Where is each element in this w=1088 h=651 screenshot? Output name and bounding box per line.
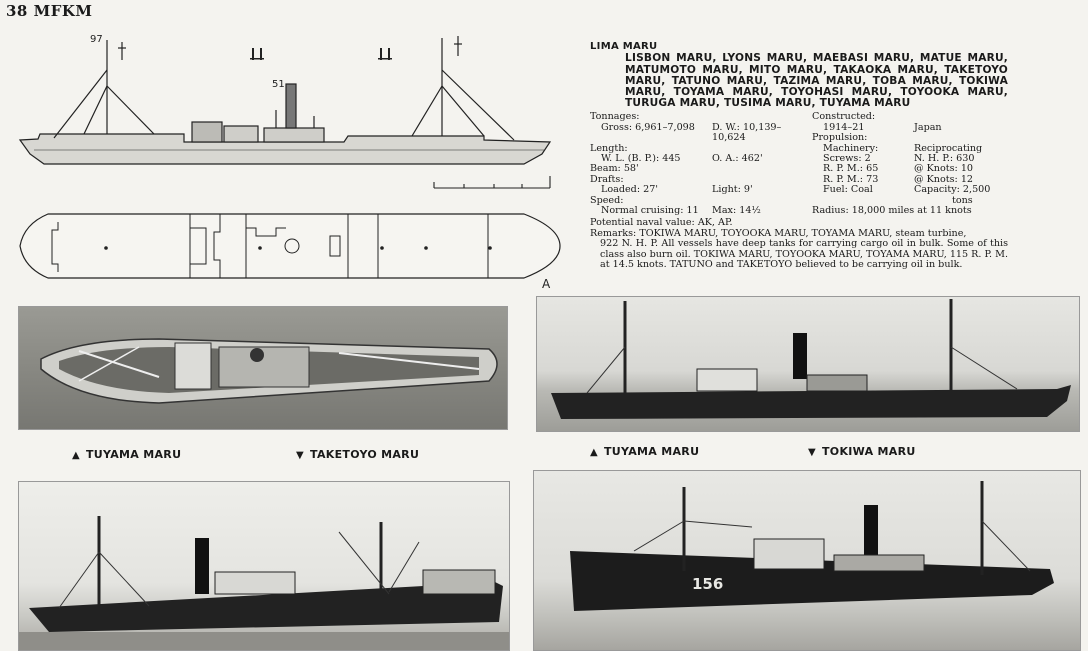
triangle-up-icon: ▲	[72, 450, 80, 461]
plan-view-label: A	[542, 277, 551, 290]
spec-cell: N. H. P.: 630	[914, 153, 975, 165]
mast-height-label: 97	[90, 34, 103, 45]
spec-cell: Light: 9'	[712, 184, 753, 196]
spec-cell: Japan	[914, 121, 942, 133]
ship-photo-taketoyo-maru	[18, 481, 510, 651]
caption-text: TOKIWA MARU	[822, 445, 916, 458]
remarks-line-1: Remarks: TOKIWA MARU, TOYOOKA MARU, TOYAMA MARU, steam turbine,	[590, 227, 967, 239]
spec-cell: O. A.: 462'	[712, 153, 763, 165]
speed-max: Max: 14½	[712, 205, 761, 217]
spec-cell: Capacity: 2,500	[914, 184, 991, 196]
naval-value: Potential naval value: AK, AP.	[590, 217, 733, 229]
spec-cell: tons	[952, 194, 973, 206]
caption-taketoyo-maru	[296, 448, 419, 461]
speed-normal: Normal cruising: 11	[601, 205, 699, 217]
ship-photo-aerial	[18, 306, 508, 430]
funnel-height-label: 51	[272, 79, 285, 90]
radius: Radius: 18,000 miles at 11 knots	[812, 205, 972, 217]
triangle-up-icon: ▲	[590, 447, 598, 458]
spec-cell: Machinery:	[823, 142, 879, 154]
spec-cell: Length:	[590, 142, 628, 154]
spec-cell: Tonnages:	[590, 111, 640, 123]
ship-data-block	[590, 42, 1008, 271]
spec-cell: Loaded: 27'	[601, 184, 658, 196]
spec-cell	[712, 164, 812, 174]
ship-plan-drawing	[14, 208, 564, 290]
spec-cell: Speed:	[590, 194, 624, 206]
spec-cell: R. P. M.: 73	[823, 173, 879, 185]
spec-cell: Beam: 58'	[590, 163, 639, 175]
caption-text: TUYAMA MARU	[604, 445, 700, 458]
caption-text: TAKETOYO MARU	[310, 448, 420, 461]
hull-number: 156	[692, 575, 724, 593]
page-header: 38 MFKM	[6, 2, 93, 20]
caption-text: TUYAMA MARU	[86, 448, 182, 461]
spec-cell: W. L. (B. P.): 445	[601, 153, 681, 165]
spec-cell: Drafts:	[590, 173, 624, 185]
spec-cell: Reciprocating	[914, 142, 983, 154]
ship-photo-tokiwa-maru	[533, 470, 1081, 651]
spec-cell: @ Knots: 10	[914, 163, 974, 175]
spec-cell: Gross: 6,961–7,098	[601, 121, 695, 133]
caption-tuyama-maru-right	[590, 445, 699, 458]
spec-cell: 1914–21	[823, 121, 865, 133]
class-members: LISBON MARU, LYONS MARU, MAEBASI MARU, MATUE MARU, MATUMOTO MARU, MITO MARU, TAKAOKA MARU, TAKETOYO MARU, TATUNO MARU, TAZIMA MARU, TOBA MARU, TOKIWA MARU, TOYAMA MARU, TOYOHASI MARU, TOYOOKA MARU, TURUGA MARU, TUSIMA MARU, TUYAMA MARU	[625, 52, 1008, 110]
triangle-down-icon: ▼	[296, 450, 304, 461]
spec-cell: Propulsion:	[812, 132, 868, 144]
spec-cell: D. W.: 10,139–	[712, 121, 782, 133]
spec-cell: @ Knots: 12	[914, 173, 974, 185]
remarks-line-2: 922 N. H. P. All vessels have deep tanks for carrying cargo oil in bulk. Some of this class also burn oil. TOKIWA MARU, TOYOOKA MARU, TOYAMA MARU, 115 R. P. M. at 14.5 knots. TATUNO and TAKETOYO believed to be carrying oil in bulk.	[600, 238, 1008, 271]
class-title: LIMA MARU	[590, 41, 658, 52]
triangle-down-icon: ▼	[808, 447, 816, 458]
caption-tuyama-maru-left	[72, 448, 181, 461]
ship-profile-drawing	[14, 30, 564, 200]
spec-cell: 10,624	[712, 132, 746, 144]
specifications-grid	[590, 112, 1008, 216]
spec-cell: Screws: 2	[823, 153, 871, 165]
spec-cell: Constructed:	[812, 111, 876, 123]
caption-tokiwa-maru	[808, 445, 916, 458]
ship-photo-tuyama-maru	[536, 296, 1080, 432]
spec-cell: R. P. M.: 65	[823, 163, 879, 175]
remarks	[590, 218, 1008, 270]
spec-cell: Fuel: Coal	[823, 184, 873, 196]
